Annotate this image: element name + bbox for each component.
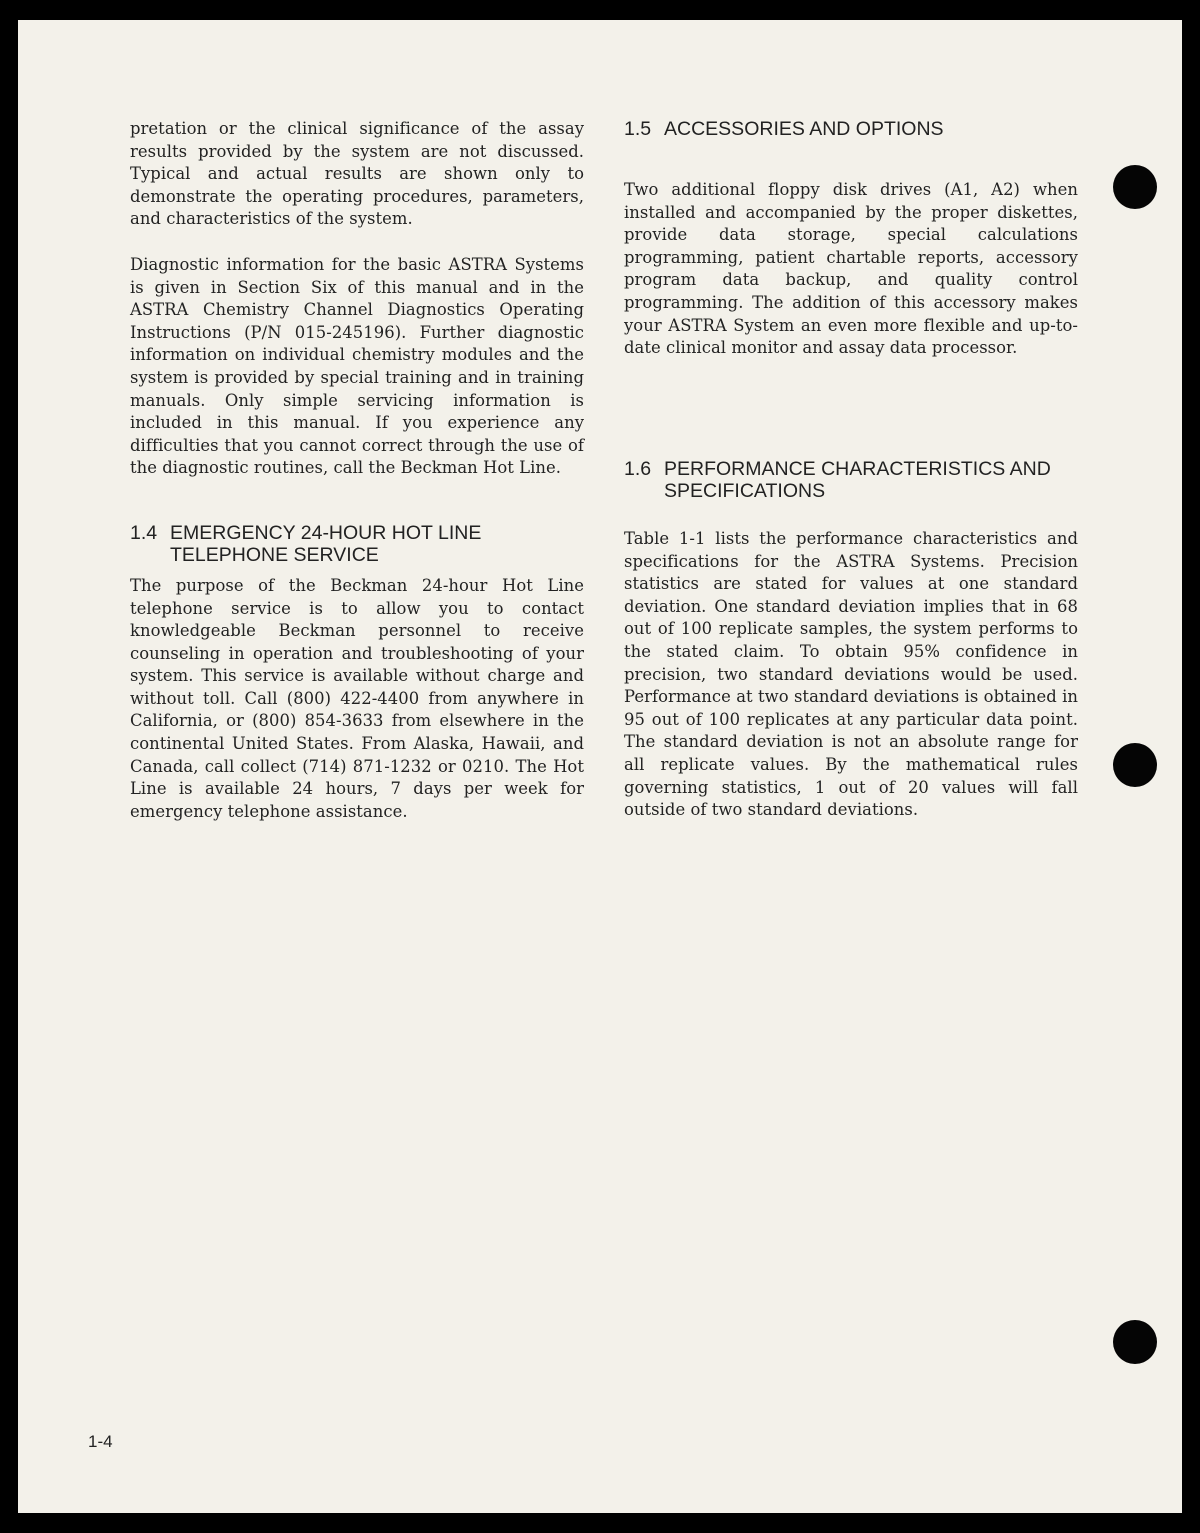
document-page: [18, 20, 1182, 1513]
right-column: [624, 118, 1078, 360]
section-1-5-number: 1.5: [624, 118, 652, 140]
section-1-5-title: ACCESSORIES AND OPTIONS: [664, 118, 944, 140]
section-1-5-heading: [624, 118, 1078, 140]
binder-hole-top: [1113, 165, 1157, 209]
section-1-6-body: Table 1-1 lists the performance characteristics and specifications for the ASTRA Systems. Precision statistics are stated for values at one standard deviation. One standard deviation implies that in 68 out of 100 replicate samples, the system performs to the stated claim. To obtain 95% confidence in precision, two standard deviations would be used. Performance at two standard deviations is obtained in 95 out of 100 replicates at any particular data point. The standard deviation is not an absolute range for all replicate values. By the mathematical rules governing statistics, 1 out of 20 values will fall outside of two standard deviations.: [624, 529, 1078, 820]
section-1-6-number: 1.6: [624, 458, 652, 480]
left-column: [130, 118, 584, 823]
section-1-4-heading: [130, 522, 584, 566]
paragraph-intro-continued: pretation or the clinical significance of the assay results provided by the system are not discussed. Typical and actual results are shown only to demonstrate the operating procedures, parameters, and characteristics of the system.: [130, 119, 584, 229]
section-1-4-title: EMERGENCY 24-HOUR HOT LINE TELEPHONE SERVICE: [170, 521, 482, 566]
section-1-6-heading: [624, 458, 1078, 502]
page-number: 1-4: [88, 1432, 113, 1451]
section-1-4-number: 1.4: [130, 521, 158, 544]
paragraph-diagnostic-info: Diagnostic information for the basic ASTRA Systems is given in Section Six of this manual and in the ASTRA Chemistry Channel Diagnostics Operating Instructions (P/N 015-245196). Further diagnostic information on individual chemistry modules and the system is provided by special training and in training manuals. Only simple servicing information is included in this manual. If you experience any difficulties that you cannot correct through the use of the diagnostic routines, call the Beckman Hot Line.: [130, 254, 584, 478]
section-1-4-body: The purpose of the Beckman 24-hour Hot Line telephone service is to allow you to contact knowledgeable Beckman personnel to receive counseling in operation and troubleshooting of your system. This service is available without charge and without toll. Call (800) 422-4400 from anywhere in California, or (800) 854-3633 from elsewhere in the continental United States. From Alaska, Hawaii, and Canada, call collect (714) 871-1232 or 0210. The Hot Line is available 24 hours, 7 days per week for emergency telephone assistance.: [130, 575, 584, 821]
right-column-lower: [624, 458, 1078, 822]
section-1-5-body: Two additional floppy disk drives (A1, A2) when installed and accompanied by the proper diskettes, provide data storage, special calculations programming, patient chartable reports, accessory program data backup, and quality control programming. The addition of this accessory makes your ASTRA System an even more flexible and up-to-date clinical monitor and assay data processor.: [624, 180, 1078, 358]
binder-hole-bottom: [1113, 1320, 1157, 1364]
binder-hole-middle: [1113, 743, 1157, 787]
section-1-6-title: PERFORMANCE CHARACTERISTICS AND SPECIFICATIONS: [664, 458, 1051, 502]
